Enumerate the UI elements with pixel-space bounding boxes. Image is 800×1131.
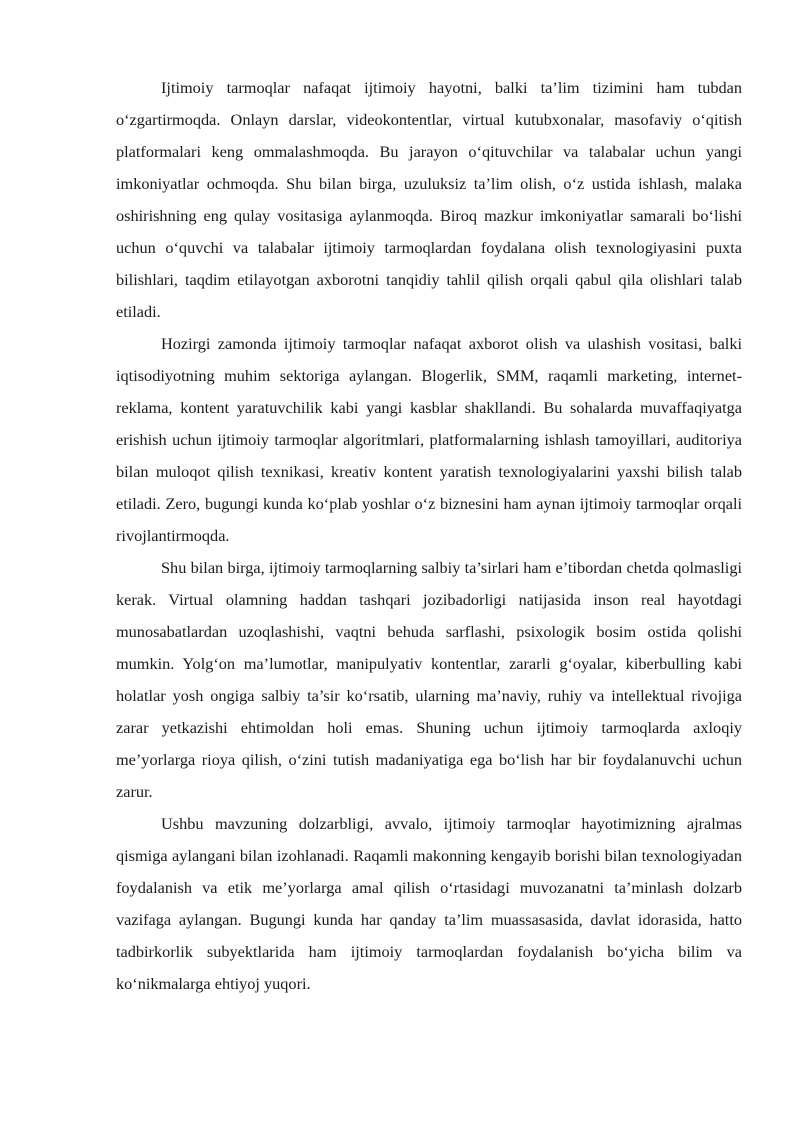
paragraph-1: Ijtimoiy tarmoqlar nafaqat ijtimoiy hayotni, balki ta’lim tizimini ham tubdan o‘zgartirmoqda. Onlayn darslar, videokontentlar, virtual kutubxonalar, masofaviy o‘qitish platformalari keng ommalashmoqda. Bu jarayon o‘qituvchilar va talabalar uchun yangi imkoniyatlar ochmoqda. Shu bilan birga, uzuluksiz ta’lim olish, o‘z ustida ishlash, malaka oshirishning eng qulay vositasiga aylanmoqda. Biroq mazkur imkoniyatlar samarali bo‘lishi uchun o‘quvchi va talabalar ijtimoiy tarmoqlardan foydalana olish texnologiyasini puxta bilishlari, taqdim etilayotgan axborotni tanqidiy tahlil qilish orqali qabul qila olishlari talab etiladi. bbox=[116, 78, 742, 321]
document-page bbox=[116, 72, 742, 1000]
paragraph-2: Hozirgi zamonda ijtimoiy tarmoqlar nafaqat axborot olish va ulashish vositasi, balki iqtisodiyotning muhim sektoriga aylangan. Blogerlik, SMM, raqamli marketing, internet-reklama, kontent yaratuvchilik kabi yangi kasblar shakllandi. Bu sohalarda muvaffaqiyatga erishish uchun ijtimoiy tarmoqlar algoritmlari, platformalarning ishlash tamoyillari, auditoriya bilan muloqot qilish texnikasi, kreativ kontent yaratish texnologiyalarini yaxshi bilish talab etiladi. Zero, bugungi kunda ko‘plab yoshlar o‘z biznesini ham aynan ijtimoiy tarmoqlar orqali rivojlantirmoqda. bbox=[116, 334, 742, 545]
paragraph-3: Shu bilan birga, ijtimoiy tarmoqlarning salbiy ta’sirlari ham e’tibordan chetda qolmasligi kerak. Virtual olamning haddan tashqari jozibadorligi natijasida inson real hayotdagi munosabatlardan uzoqlashishi, vaqtni behuda sarflashi, psixologik bosim ostida qolishi mumkin. Yolg‘on ma’lumotlar, manipulyativ kontentlar, zararli g‘oyalar, kiberbulling kabi holatlar yosh ongiga salbiy ta’sir ko‘rsatib, ularning ma’naviy, ruhiy va intellektual rivojiga zarar yetkazishi ehtimoldan holi emas. Shuning uchun ijtimoiy tarmoqlarda axloqiy me’yorlarga rioya qilish, o‘zini tutish madaniyatiga ega bo‘lish har bir foydalanuvchi uchun zarur. bbox=[116, 558, 742, 801]
paragraph-4: Ushbu mavzuning dolzarbligi, avvalo, ijtimoiy tarmoqlar hayotimizning ajralmas qismiga aylangani bilan izohlanadi. Raqamli makonning kengayib borishi bilan texnologiyadan foydalanish va etik me’yorlarga amal qilish o‘rtasidagi muvozanatni ta’minlash dolzarb vazifaga aylangan. Bugungi kunda har qanday ta’lim muassasasida, davlat idorasida, hatto tadbirkorlik subyektlarida ham ijtimoiy tarmoqlardan foydalanish bo‘yicha bilim va ko‘nikmalarga ehtiyoj yuqori. bbox=[116, 814, 742, 993]
